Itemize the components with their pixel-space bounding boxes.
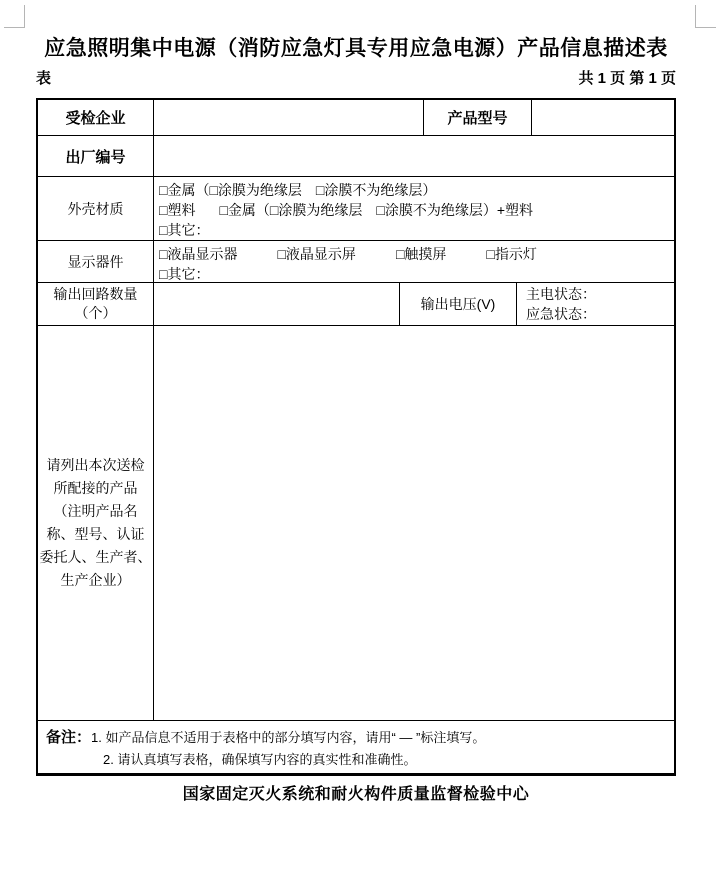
label-output-voltage: 输出电压(V)	[400, 283, 517, 325]
table-word-label: 表	[36, 70, 52, 87]
checkbox-option-plastic[interactable]: □塑料	[159, 202, 196, 218]
field-output-circuit-count[interactable]	[154, 283, 400, 325]
field-product-model[interactable]	[532, 100, 674, 135]
label-connected-products	[38, 326, 154, 720]
checkbox-option-lcd-screen[interactable]: □液晶显示屏	[277, 246, 356, 262]
products-label-line-4: 称、型号、认证	[46, 526, 145, 542]
output-circuit-label-line2: （个）	[74, 305, 117, 321]
products-label-line-6: 生产企业）	[60, 572, 131, 588]
checkbox-option-display-other[interactable]: □其它：	[159, 266, 210, 282]
remarks-item-1: 1. 如产品信息不适用于表格中的部分填写内容，请用“ — ”标注填写。	[91, 730, 486, 745]
output-circuit-label-line1: 输出回路数量	[53, 286, 138, 302]
main-power-status-label: 主电状态：	[526, 286, 596, 302]
footer-org-name: 国家固定灭火系统和耐火构件质量监督检验中心	[182, 786, 530, 803]
products-label-line-3: （注明产品名	[53, 503, 138, 519]
field-inspected-company[interactable]	[154, 100, 424, 135]
label-factory-number: 出厂编号	[38, 136, 154, 176]
shell-option-line-3	[159, 220, 672, 240]
row-factory-number	[38, 136, 674, 177]
remarks-label: 备注：	[46, 729, 92, 746]
row-shell-material	[38, 177, 674, 241]
document-content	[36, 36, 676, 804]
label-inspected-company: 受检企业	[38, 100, 154, 135]
page-count-label: 共 1 页 第 1 页	[578, 70, 676, 87]
checkbox-option-shell-other[interactable]: □其它：	[159, 222, 210, 238]
field-factory-number[interactable]	[154, 136, 674, 176]
products-label-line-1: 请列出本次送检	[46, 457, 145, 473]
row-company-model	[38, 100, 674, 136]
emergency-status-label: 应急状态：	[526, 306, 596, 322]
remarks-item-2: 2. 请认真填写表格，确保填写内容的真实性和准确性。	[103, 752, 417, 767]
form-table	[36, 98, 676, 776]
form-title: 应急照明集中电源（消防应急灯具专用应急电源）产品信息描述表	[44, 37, 668, 60]
row-output-circuit	[38, 283, 674, 326]
label-product-model: 产品型号	[424, 100, 532, 135]
row-remarks	[38, 721, 674, 773]
remarks-line-1	[46, 726, 666, 747]
shell-option-line-1	[159, 180, 672, 200]
label-shell-material: 外壳材质	[38, 177, 154, 240]
display-option-line-1	[159, 244, 672, 264]
header-meta-row	[36, 69, 676, 89]
shell-option-line-2	[159, 200, 672, 220]
checkbox-option-indicator-light[interactable]: □指示灯	[486, 246, 537, 262]
row-display-device	[38, 241, 674, 283]
margin-mark-top-left-icon	[4, 5, 25, 28]
shell-material-options	[154, 177, 674, 240]
label-output-circuit-count	[38, 283, 154, 325]
row-connected-products	[38, 326, 674, 721]
label-display-device: 显示器件	[38, 241, 154, 282]
products-label-line-2: 所配接的产品	[53, 480, 138, 496]
checkbox-option-touch-screen[interactable]: □触摸屏	[395, 246, 447, 262]
checkbox-option-lcd-display[interactable]: □液晶显示器	[159, 246, 238, 262]
checkbox-option-metal-plus-plastic[interactable]: □金属（□涂膜为绝缘层 □涂膜不为绝缘层）+塑料	[219, 202, 534, 218]
margin-mark-top-right-icon	[695, 5, 716, 28]
field-output-status[interactable]	[517, 283, 674, 325]
display-device-options	[154, 241, 674, 282]
checkbox-option-metal[interactable]: □金属（□涂膜为绝缘层 □涂膜不为绝缘层）	[159, 182, 437, 198]
field-connected-products[interactable]	[154, 326, 674, 720]
products-label-line-5: 委托人、生产者、	[39, 549, 152, 565]
display-option-line-2	[159, 264, 672, 284]
